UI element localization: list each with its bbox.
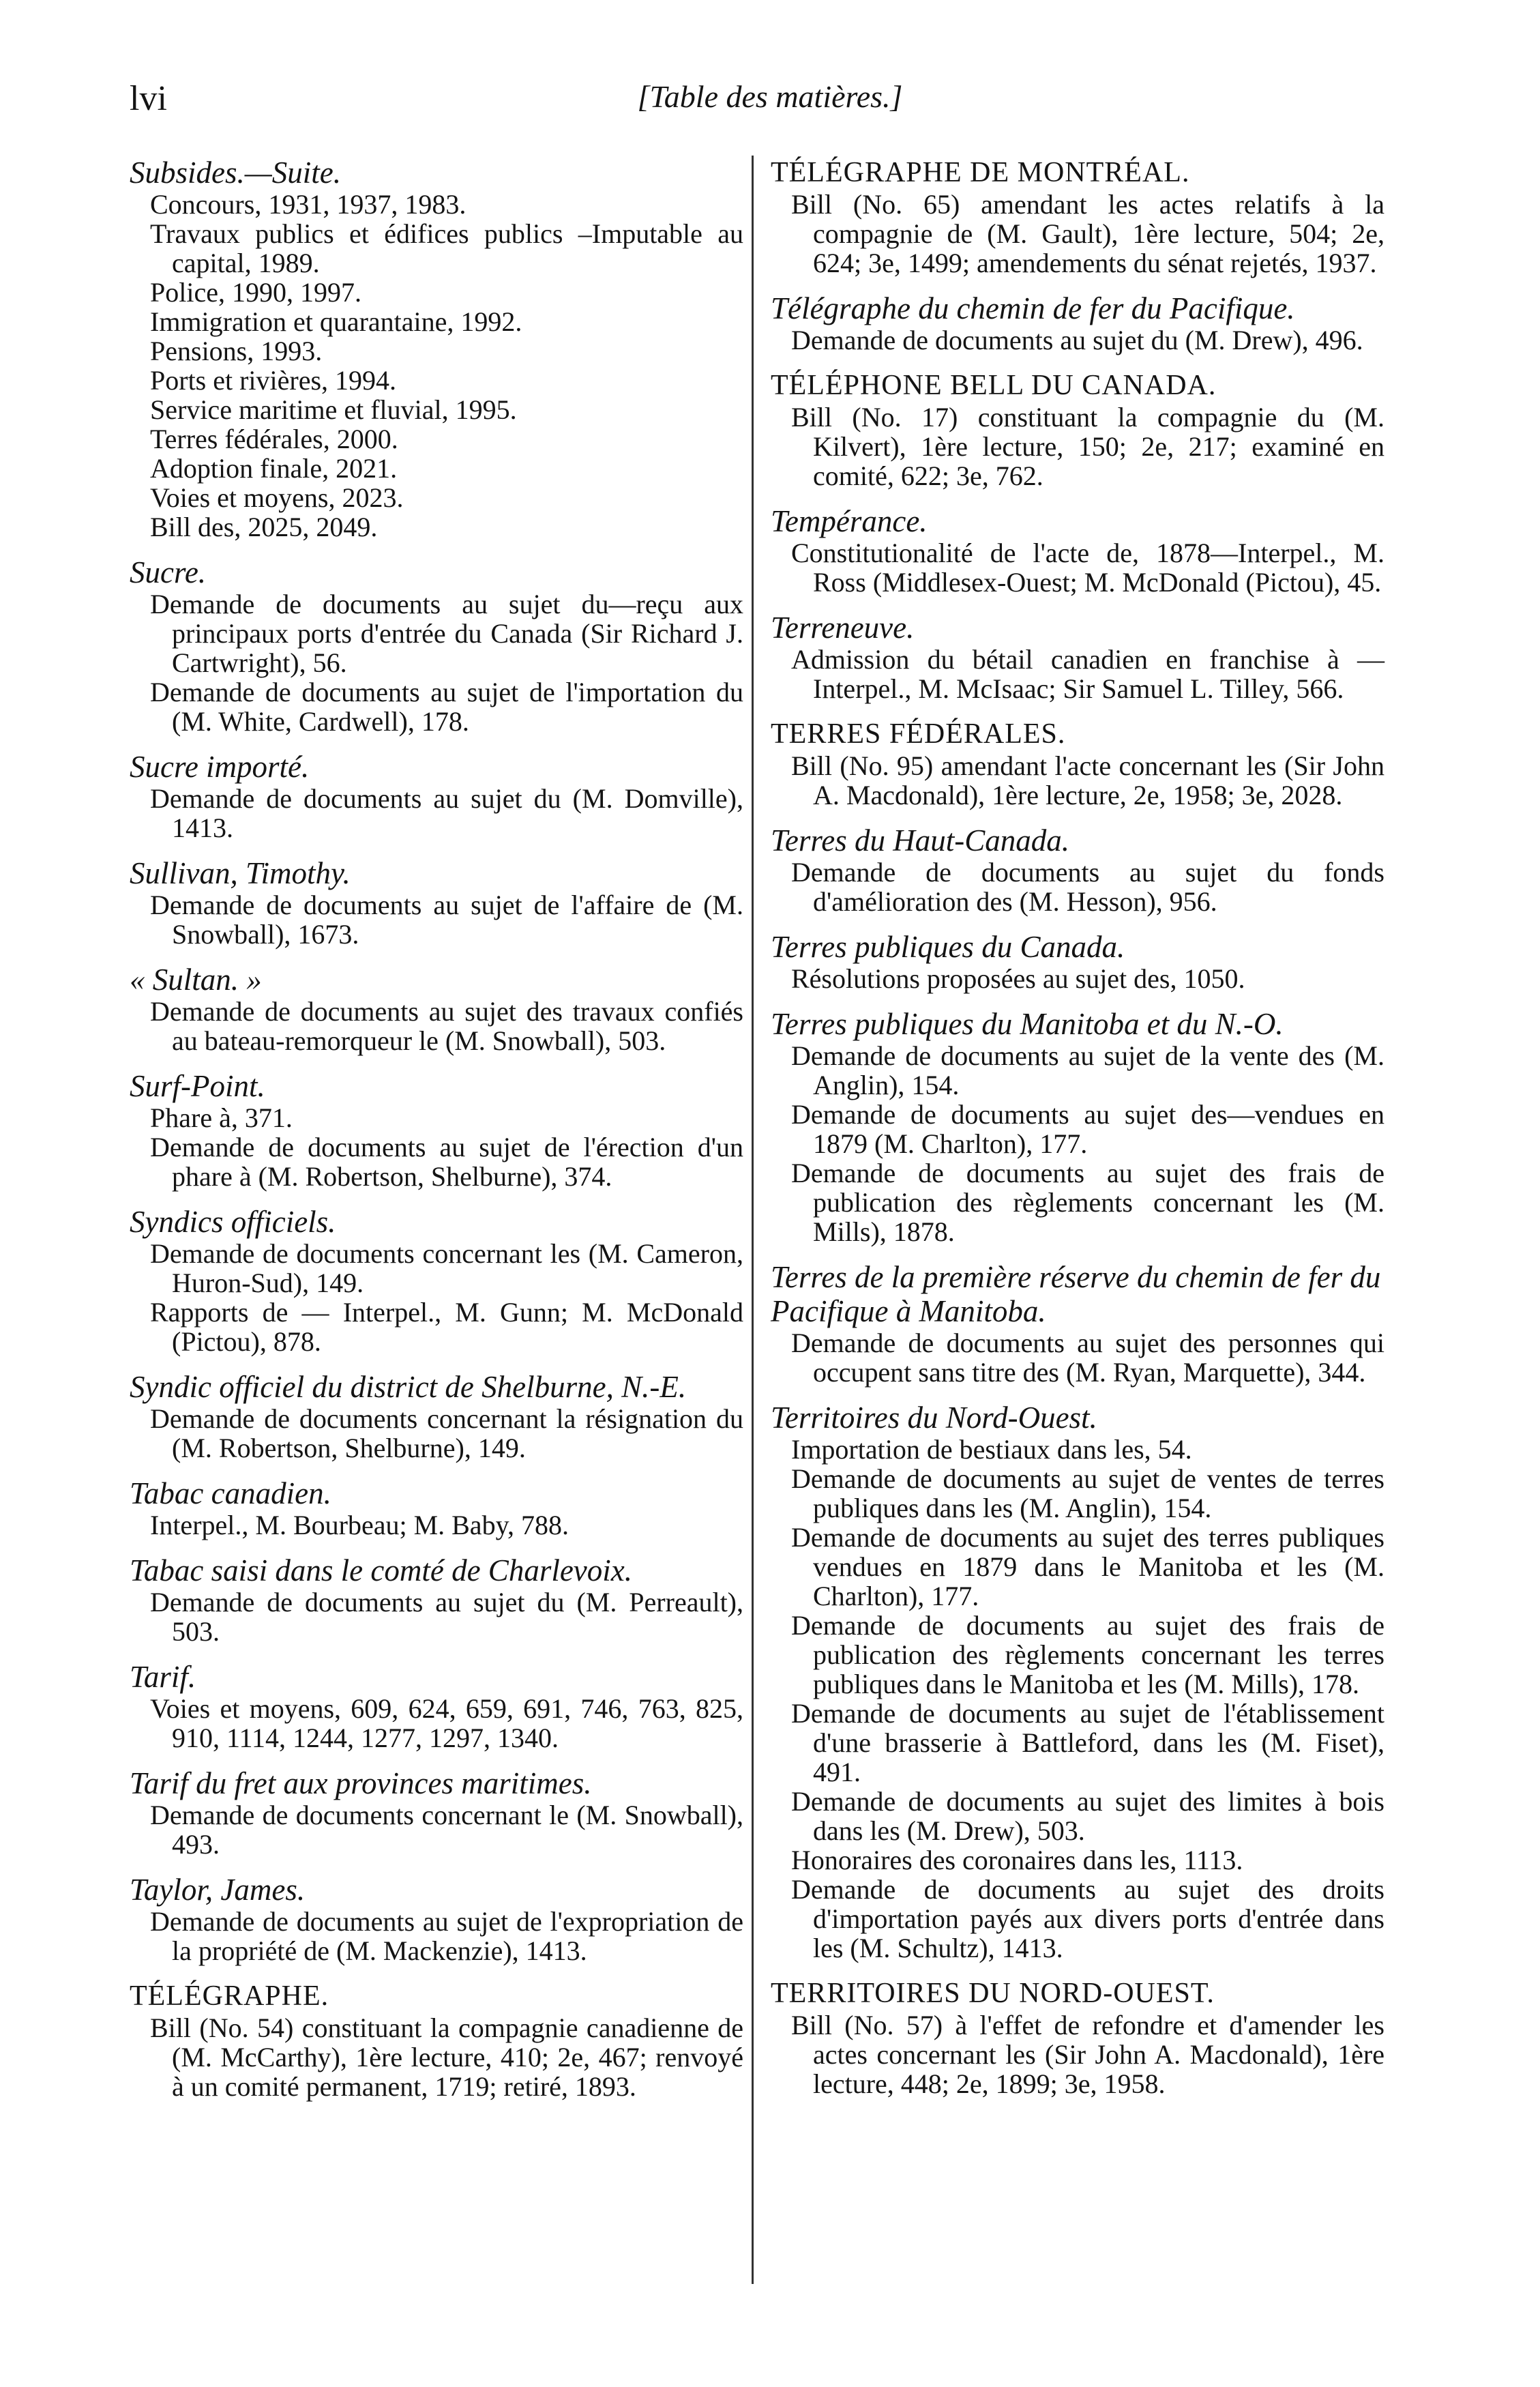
index-entry: Demande de documents au sujet du fonds d'amélioration des (M. Hesson), 956. [791, 857, 1384, 917]
index-entry: Rapports de — Interpel., M. Gunn; M. McDonald (Pictou), 878. [150, 1297, 743, 1357]
index-entry: Police, 1990, 1997. [150, 277, 361, 308]
index-heading: Sucre. [130, 555, 207, 589]
index-heading: TERRITOIRES DU NORD-OUEST. [771, 1978, 1215, 2009]
running-title: [Table des matières.] [637, 79, 903, 114]
index-entry: Voies et moyens, 609, 624, 659, 691, 746, 763, 825, 910, 1114, 1244, 1277, 1297, 1340. [150, 1693, 743, 1753]
index-entry: Ports et rivières, 1994. [150, 365, 397, 396]
index-heading: Terres de la première réserve du chemin de fer du Pacifique à Manitoba. [771, 1260, 1381, 1328]
index-heading: Subsides.—Suite. [130, 156, 341, 190]
index-heading: Sullivan, Timothy. [130, 856, 351, 890]
index-entry: Demande de documents au sujet des frais de publication des règlements concernant les (M. Mills), 1878. [791, 1158, 1384, 1247]
index-entry: Importation de bestiaux dans les, 54. [791, 1434, 1192, 1465]
index-entry: Demande de documents au sujet de l'établissement d'une brasserie à Battleford, dans les (M. Fiset), 491. [791, 1698, 1384, 1787]
index-heading: Tabac saisi dans le comté de Charlevoix. [130, 1553, 633, 1587]
index-entry: Demande de documents concernant la résignation du (M. Robertson, Shelburne), 149. [150, 1403, 743, 1463]
index-entry: Demande de documents au sujet des travaux confiés au bateau-remorqueur le (M. Snowball), 503. [150, 996, 743, 1056]
index-heading: Télégraphe du chemin de fer du Pacifique. [771, 291, 1295, 325]
index-entry: Demande de documents au sujet du (M. Perreault), 503. [150, 1587, 743, 1647]
index-entry: Bill (No. 57) à l'effet de refondre et d'amender les actes concernant les (Sir John A. Macdonald), 1ère lecture, 448; 2e, 1899; 3e, 1958. [791, 2010, 1384, 2099]
index-entry: Bill (No. 54) constituant la compagnie canadienne de (M. McCarthy), 1ère lecture, 410; 2e, 467; renvoyé à un comité permanent, 1719; retiré, 1893. [150, 2012, 743, 2102]
index-heading: TÉLÉPHONE BELL DU CANADA. [771, 370, 1217, 401]
index-entry: Demande de documents concernant les (M. Cameron, Huron-Sud), 149. [150, 1238, 743, 1298]
index-heading: Tempérance. [771, 504, 928, 538]
index-entry: Honoraires des coronaires dans les, 1113. [791, 1845, 1243, 1875]
left-column [130, 156, 743, 2101]
index-entry: Interpel., M. Bourbeau; M. Baby, 788. [150, 1510, 569, 1540]
index-entry: Demande de documents au sujet de ventes de terres publiques dans les (M. Anglin), 154. [791, 1463, 1384, 1523]
index-entry: Demande de documents au sujet du (M. Domville), 1413. [150, 783, 743, 843]
index-entry: Adoption finale, 2021. [150, 453, 398, 484]
index-heading: Syndics officiels. [130, 1205, 336, 1239]
index-entry: Phare à, 371. [150, 1102, 293, 1133]
index-heading: Taylor, James. [130, 1873, 306, 1907]
page-number: lvi [130, 79, 167, 118]
column-divider [752, 156, 754, 2284]
index-entry: Travaux publics et édifices publics –Imputable au capital, 1989. [150, 218, 743, 278]
index-entry: Demande de documents au sujet de la vente des (M. Anglin), 154. [791, 1040, 1384, 1100]
index-entry: Voies et moyens, 2023. [150, 482, 404, 513]
index-entry: Immigration et quarantaine, 1992. [150, 306, 522, 337]
index-entry: Concours, 1931, 1937, 1983. [150, 189, 467, 220]
index-entry: Demande de documents au sujet du (M. Drew), 496. [791, 325, 1363, 355]
page-header [123, 78, 1417, 133]
index-heading: TÉLÉGRAPHE DE MONTRÉAL. [771, 157, 1190, 188]
index-entry: Demande de documents au sujet des personnes qui occupent sans titre des (M. Ryan, Marquette), 344. [791, 1328, 1384, 1388]
index-heading: Terres du Haut-Canada. [771, 823, 1069, 858]
index-heading: TÉLÉGRAPHE. [130, 1980, 329, 2012]
index-heading: Sucre importé. [130, 750, 310, 784]
index-entry: Demande de documents au sujet de l'expropriation de la propriété de (M. Mackenzie), 1413. [150, 1906, 743, 1966]
index-entry: Admission du bétail canadien en franchise à —Interpel., M. McIsaac; Sir Samuel L. Tilley, 566. [791, 644, 1384, 704]
index-entry: Constitutionalité de l'acte de, 1878—Interpel., M. Ross (Middlesex-Ouest; M. McDonald (Pictou), 45. [791, 538, 1384, 598]
right-column [771, 156, 1384, 2098]
index-heading: « Sultan. » [130, 963, 262, 997]
index-heading: Terreneuve. [771, 611, 915, 645]
index-heading: Tarif. [130, 1660, 196, 1694]
index-entry: Demande de documents au sujet du—reçu aux principaux ports d'entrée du Canada (Sir Richard J. Cartwright), 56. [150, 589, 743, 678]
index-entry: Demande de documents au sujet des droits d'importation payés aux divers ports d'entrée dans les (M. Schultz), 1413. [791, 1874, 1384, 1963]
index-entry: Demande de documents au sujet de l'érection d'un phare à (M. Robertson, Shelburne), 374. [150, 1132, 743, 1192]
index-entry: Demande de documents au sujet des frais de publication des règlements concernant les terres publiques dans le Manitoba et les (M. Mills), 178. [791, 1610, 1384, 1699]
index-entry: Bill (No. 65) amendant les actes relatifs à la compagnie de (M. Gault), 1ère lecture, 504; 2e, 624; 3e, 1499; amendements du sénat rejetés, 1937. [791, 189, 1384, 278]
index-heading: Tarif du fret aux provinces maritimes. [130, 1766, 592, 1800]
index-heading: Terres publiques du Manitoba et du N.-O. [771, 1007, 1284, 1041]
index-entry: Demande de documents au sujet de l'affaire de (M. Snowball), 1673. [150, 890, 743, 950]
index-entry: Terres fédérales, 2000. [150, 424, 398, 454]
index-entry: Bill (No. 17) constituant la compagnie du (M. Kilvert), 1ère lecture, 150; 2e, 217; examiné en comité, 622; 3e, 762. [791, 402, 1384, 491]
index-heading: Terres publiques du Canada. [771, 930, 1125, 964]
index-heading: Tabac canadien. [130, 1476, 331, 1510]
index-entry: Résolutions proposées au sujet des, 1050. [791, 963, 1245, 994]
index-entry: Demande de documents au sujet des limites à bois dans les (M. Drew), 503. [791, 1786, 1384, 1846]
index-entry: Bill des, 2025, 2049. [150, 512, 378, 542]
index-entry: Bill (No. 95) amendant l'acte concernant les (Sir John A. Macdonald), 1ère lecture, 2e, 1958; 3e, 2028. [791, 750, 1384, 810]
index-entry: Service maritime et fluvial, 1995. [150, 394, 517, 425]
index-entry: Demande de documents au sujet des terres publiques vendues en 1879 dans le Manitoba et les (M. Charlton), 177. [791, 1522, 1384, 1611]
index-heading: Syndic officiel du district de Shelburne, N.-E. [130, 1370, 687, 1404]
index-heading: Surf-Point. [130, 1069, 265, 1103]
index-entry: Pensions, 1993. [150, 336, 323, 366]
index-heading: TERRES FÉDÉRALES. [771, 718, 1066, 750]
index-entry: Demande de documents au sujet des—vendues en 1879 (M. Charlton), 177. [791, 1099, 1384, 1159]
index-heading: Territoires du Nord-Ouest. [771, 1401, 1097, 1435]
index-entry: Demande de documents au sujet de l'importation du (M. White, Cardwell), 178. [150, 677, 743, 737]
index-entry: Demande de documents concernant le (M. Snowball), 493. [150, 1800, 743, 1860]
